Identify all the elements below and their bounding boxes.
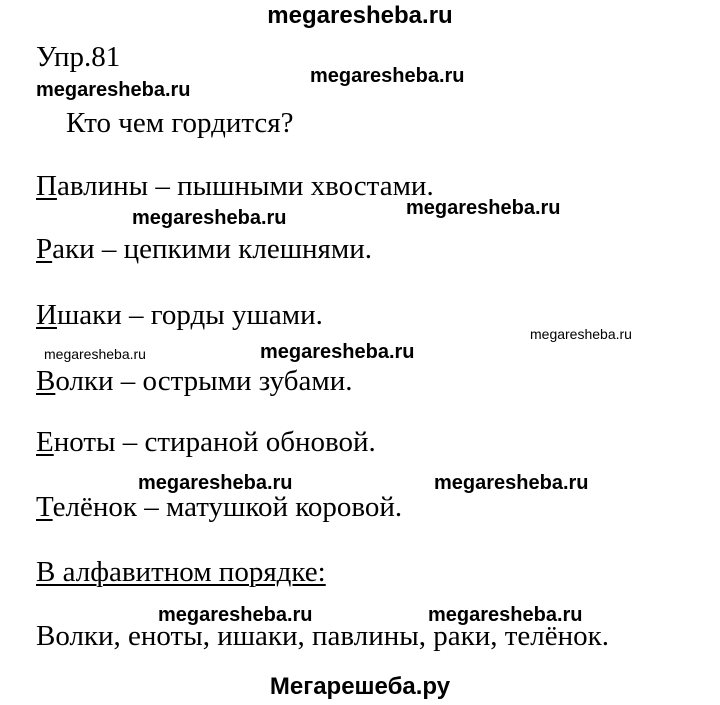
watermark: megaresheba.ru [138, 472, 293, 494]
line-text: елёнок – матушкой коровой. [52, 491, 403, 523]
answer-line [36, 425, 376, 459]
alphabet-heading: В алфавитном порядке: [36, 556, 326, 588]
line-text: аки – цепкими клешнями. [52, 233, 373, 265]
first-letter: П [36, 170, 57, 202]
watermark: megaresheba.ru [260, 341, 415, 363]
watermark: megaresheba.ru [36, 79, 191, 101]
answer-line [36, 490, 402, 524]
line-text: авлины – пышными хвостами. [56, 170, 434, 202]
first-letter: Т [36, 491, 53, 523]
watermark: megaresheba.ru [310, 65, 465, 87]
answer-line [36, 364, 352, 398]
exercise-title: Упр.81 [36, 41, 121, 73]
answer-line [36, 232, 372, 266]
line-text: шаки – горды ушами. [56, 299, 323, 331]
watermark: megaresheba.ru [428, 604, 583, 626]
first-letter: И [36, 299, 57, 331]
first-letter: В [36, 365, 56, 397]
answer-line [36, 169, 434, 203]
site-footer: Мегарешеба.ру [269, 673, 451, 700]
watermark: megaresheba.ru [158, 604, 313, 626]
alphabet-answer: Волки, еноты, ишаки, павлины, раки, телёнок. [36, 620, 609, 652]
first-letter: Е [36, 426, 54, 458]
answer-line [36, 298, 323, 332]
first-letter: Р [36, 233, 53, 265]
watermark: megaresheba.ru [132, 207, 287, 229]
site-header: megaresheba.ru [267, 2, 453, 29]
question: Кто чем гордится? [66, 107, 294, 139]
watermark: megaresheba.ru [530, 326, 632, 342]
line-text: олки – острыми зубами. [55, 365, 353, 397]
watermark: megaresheba.ru [434, 472, 589, 494]
watermark: megaresheba.ru [406, 197, 561, 219]
line-text: ноты – стираной обновой. [53, 426, 376, 458]
watermark: megaresheba.ru [44, 346, 146, 362]
